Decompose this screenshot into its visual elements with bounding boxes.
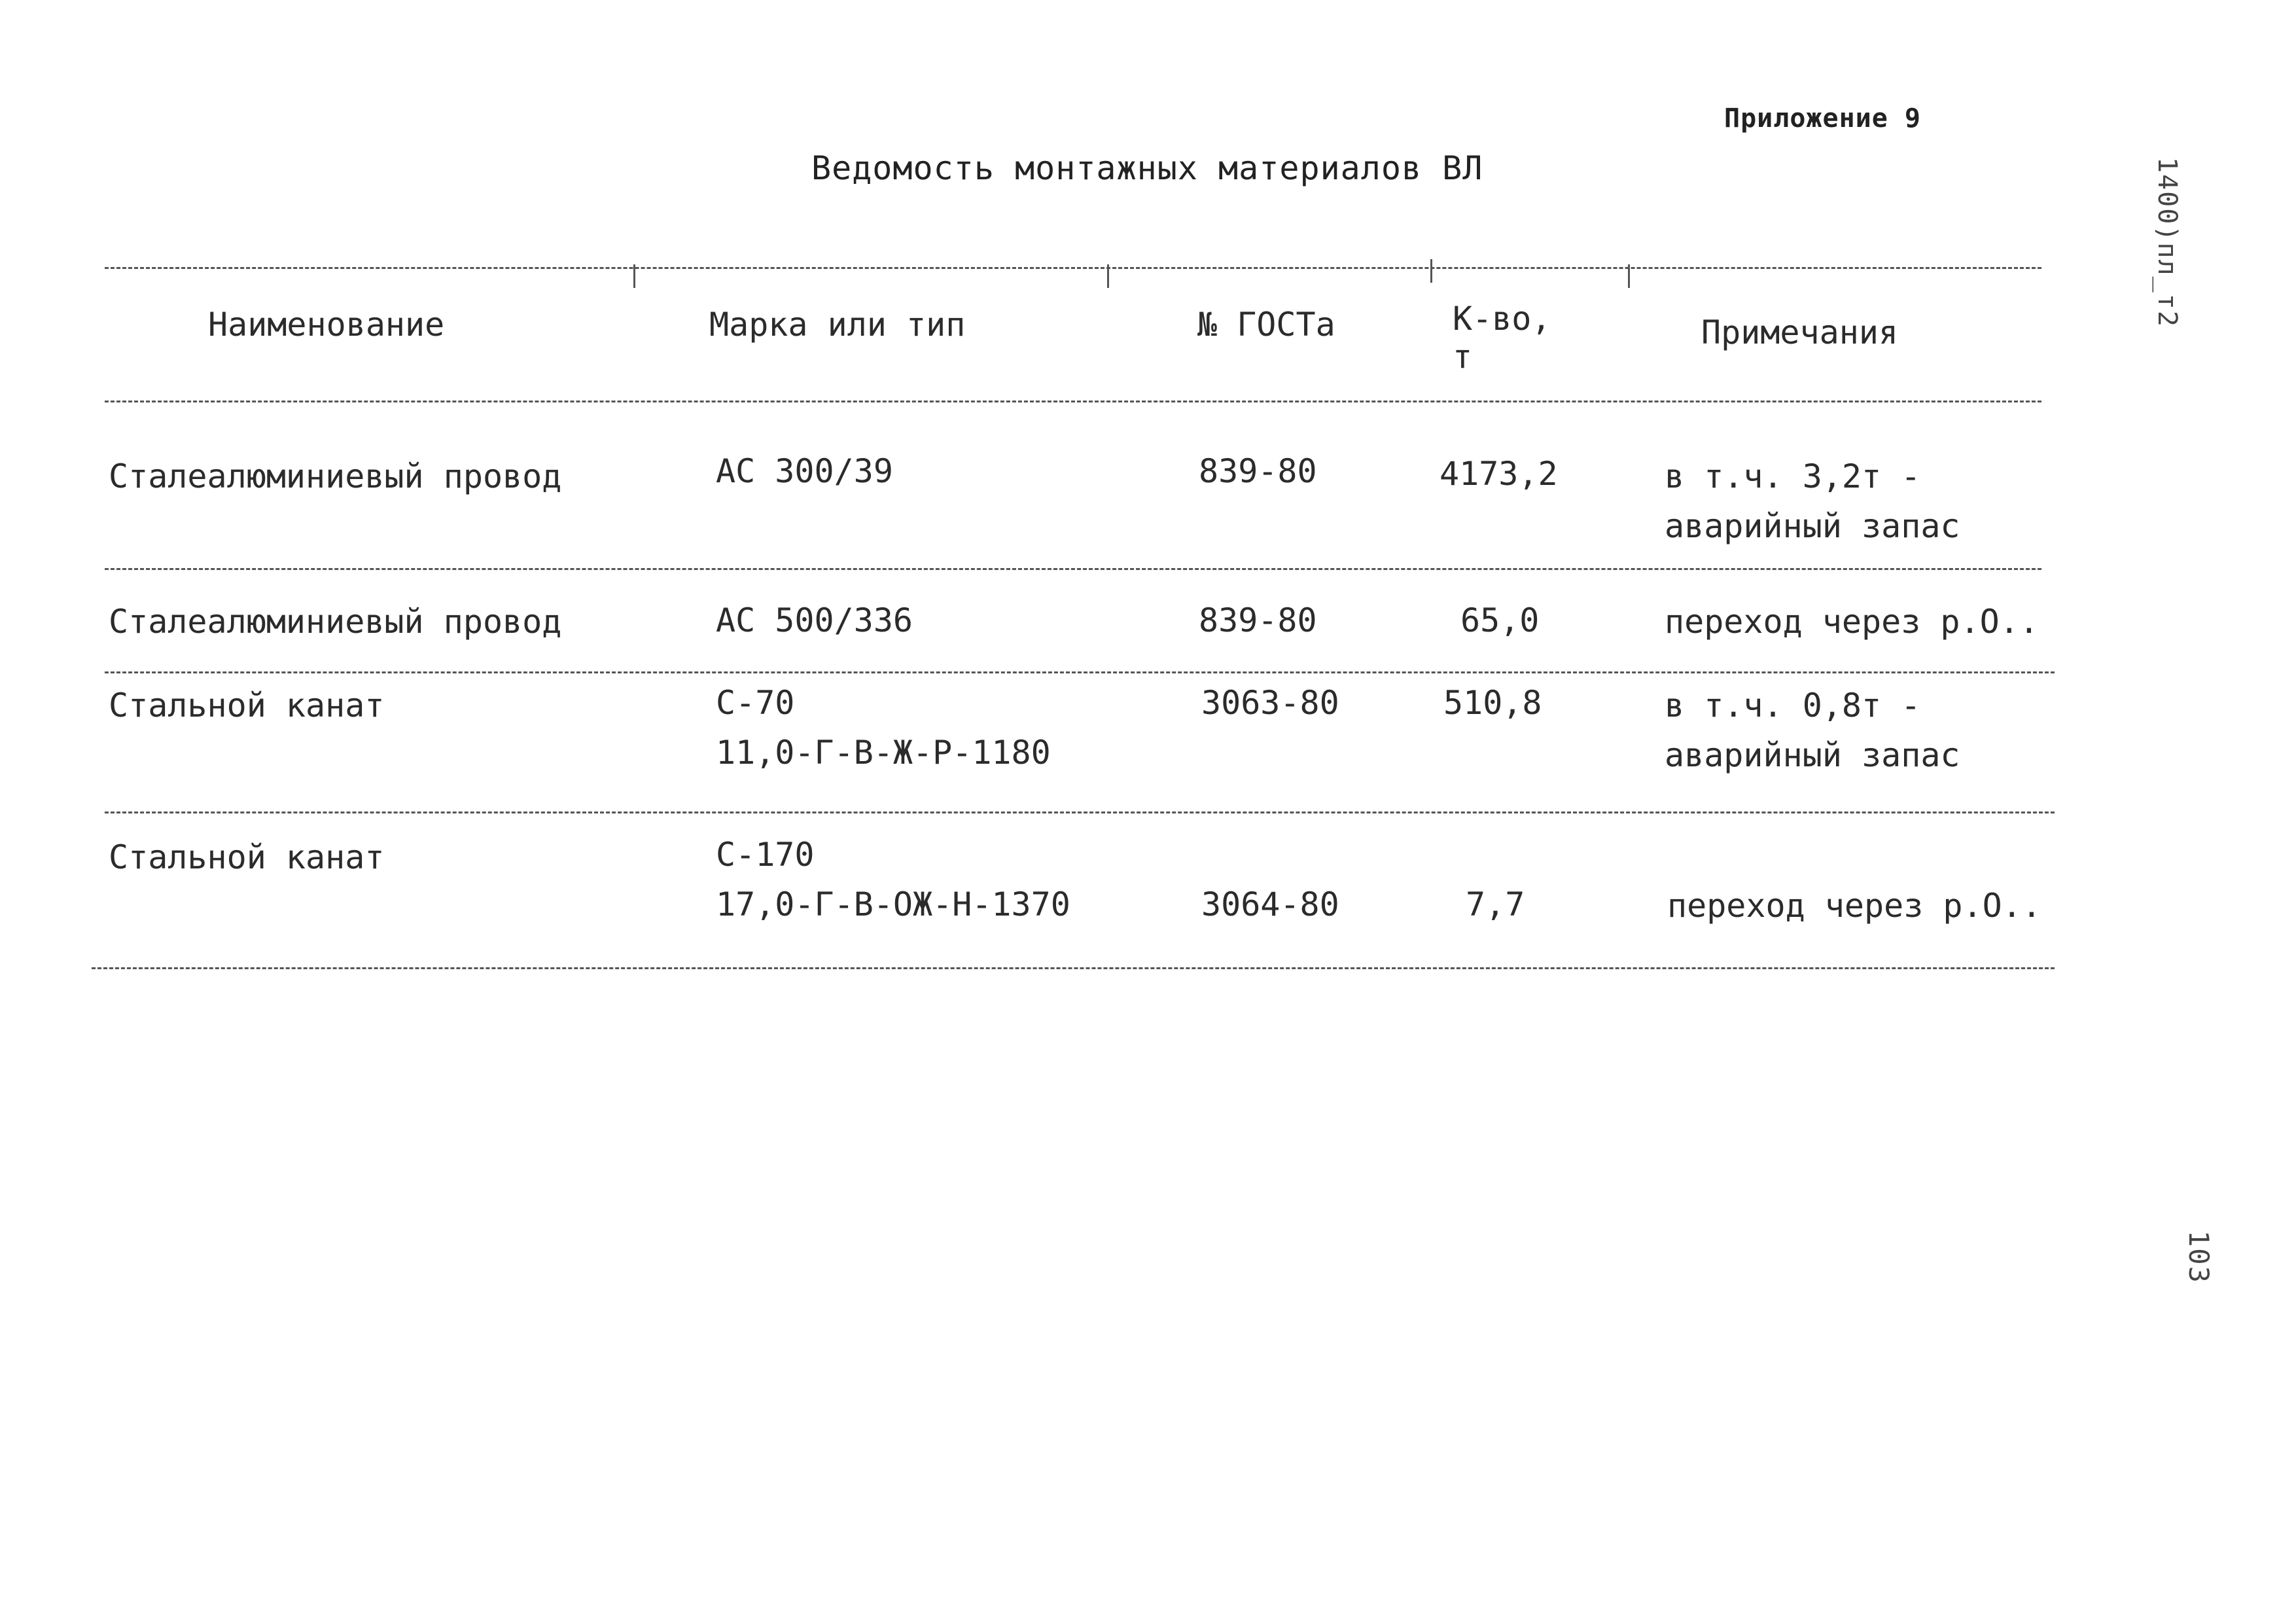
table-row-1-mark: АС 300/39 (716, 452, 893, 490)
column-divider-tick (633, 264, 635, 288)
table-bottom-rule (92, 967, 2055, 969)
table-row-1-note-line2: аварийный запас (1665, 507, 1960, 545)
table-row-2-name: Сталеалюминиевый провод (109, 603, 562, 641)
table-top-rule (105, 267, 2041, 269)
table-row-1-gost: 839-80 (1199, 452, 1317, 490)
document-title: Ведомость монтажных материалов ВЛ (811, 149, 1483, 187)
table-row-4-mark-line1: С-170 (716, 836, 815, 874)
table-row-3-quantity: 510,8 (1443, 684, 1542, 722)
table-row-4-gost: 3064-80 (1201, 885, 1339, 923)
table-row-3-note-line1: в т.ч. 0,8т - (1665, 687, 1921, 724)
table-row-2-gost: 839-80 (1199, 601, 1317, 639)
table-row-3-note (1665, 681, 1960, 780)
appendix-label: Приложение 9 (1724, 103, 1921, 134)
column-divider-tick (1107, 264, 1109, 288)
header-note: Примечания (1701, 313, 1899, 351)
header-bottom-rule (105, 401, 2041, 402)
header-quantity-line2: т (1453, 338, 1473, 376)
table-row-2-mark: АС 500/336 (716, 601, 913, 639)
table-row-3-gost: 3063-80 (1201, 684, 1339, 722)
table-row-3-mark-line1: С-70 (716, 684, 795, 722)
table-row-3-mark (716, 678, 1051, 777)
table-row-4-mark (716, 830, 1070, 929)
table-row-3-name: Стальной канат (109, 687, 385, 724)
header-name: Наименование (208, 306, 445, 344)
table-row-1-note (1665, 452, 1960, 551)
header-quantity (1453, 300, 1551, 376)
side-document-code: 1400)пл_т2 (2152, 157, 2182, 328)
table-row-1-note-line1: в т.ч. 3,2т - (1665, 457, 1921, 495)
table-row-4-mark-line2: 17,0-Г-В-ОЖ-Н-1370 (716, 885, 1070, 923)
table-row-4-name: Стальной канат (109, 838, 385, 876)
row-divider (105, 671, 2055, 673)
row-divider (105, 568, 2041, 570)
table-row-1-quantity: 4173,2 (1439, 455, 1558, 493)
row-divider (105, 812, 2055, 813)
table-row-4-note: переход через р.О.. (1667, 887, 2041, 925)
table-row-4-quantity: 7,7 (1466, 885, 1525, 923)
column-divider-tick (1430, 259, 1432, 283)
side-page-number: 103 (2183, 1230, 2215, 1284)
table-row-2-quantity: 65,0 (1460, 601, 1540, 639)
header-mark: Марка или тип (709, 306, 966, 344)
header-gost: № ГОСТа (1197, 306, 1335, 344)
header-quantity-line1: К-во, (1453, 300, 1551, 338)
table-row-3-note-line2: аварийный запас (1665, 736, 1960, 774)
table-row-1-name: Сталеалюминиевый провод (109, 457, 562, 495)
column-divider-tick (1628, 264, 1630, 288)
table-row-2-note: переход через р.О.. (1665, 603, 2039, 641)
table-row-3-mark-line2: 11,0-Г-В-Ж-Р-1180 (716, 734, 1051, 772)
